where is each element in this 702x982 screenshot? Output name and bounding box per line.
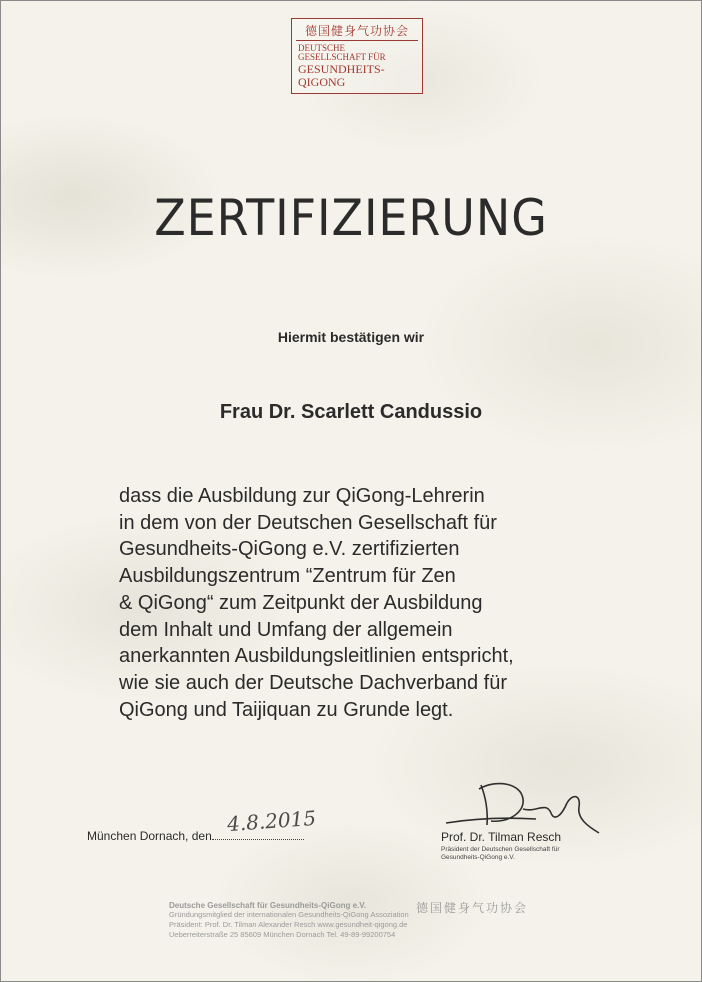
- certificate-title: ZERTIFIZIERUNG: [154, 189, 548, 247]
- signatory-name: Prof. Dr. Tilman Resch: [441, 830, 562, 844]
- signatory-role: [441, 846, 591, 862]
- footer-line-3: Ueberreiterstraße 25 85609 München Dornach Tel. 49-89-99200754: [169, 930, 396, 939]
- association-logo: [291, 18, 423, 94]
- body-line: wie sie auch der Deutsche Dachverband für: [119, 671, 507, 694]
- body-line: Gesundheits-QiGong e.V. zertifizierten: [119, 538, 460, 561]
- footer-block: [169, 901, 409, 940]
- body-line: QiGong und Taijiquan zu Grunde legt.: [119, 698, 454, 721]
- footer-org-name: Deutsche Gesellschaft für Gesundheits-QiGong e.V.: [169, 901, 367, 910]
- body-line: in dem von der Deutschen Gesellschaft für: [119, 511, 497, 534]
- logo-divider: [296, 40, 418, 41]
- recipient-name: Frau Dr. Scarlett Candussio: [219, 401, 483, 423]
- handwritten-date: 4.8.2015: [226, 805, 317, 837]
- logo-line-4: QIGONG: [298, 75, 346, 89]
- place-label: München Dornach, den: [87, 829, 212, 843]
- footer-chinese-text: 德国健身气功协会: [416, 901, 529, 915]
- signatory-role-line-2: Gesundheits-QiGong e.V.: [441, 854, 515, 861]
- footer-line-1: Gründungsmitglied der internationalen Gesundheits-QiGong Assoziation: [169, 910, 409, 919]
- logo-line-2: GESELLSCHAFT FÜR: [298, 52, 386, 62]
- body-line: dass die Ausbildung zur QiGong-Lehrerin: [119, 485, 485, 507]
- signatory-role-line-1: Präsident der Deutschen Gesellschaft für: [441, 846, 560, 853]
- body-line: dem Inhalt und Umfang der allgemein: [119, 618, 453, 641]
- certificate-body: [119, 483, 619, 723]
- footer-line-2: Präsident: Prof. Dr. Tilman Alexander Resch www.gesundheit-qigong.de: [169, 920, 408, 929]
- logo-line-1: DEUTSCHE: [298, 43, 345, 53]
- intro-text: Hiermit bestätigen wir: [277, 329, 425, 345]
- logo-chinese-text: 德国健身气功协会: [304, 24, 409, 38]
- body-line: Ausbildungszentrum “Zentrum für Zen: [119, 565, 456, 588]
- logo-line-3: GESUNDHEITS-: [298, 62, 385, 76]
- body-line: anerkannten Ausbildungsleitlinien entspricht,: [119, 645, 514, 668]
- body-line: & QiGong“ zum Zeitpunkt der Ausbildung: [119, 591, 483, 614]
